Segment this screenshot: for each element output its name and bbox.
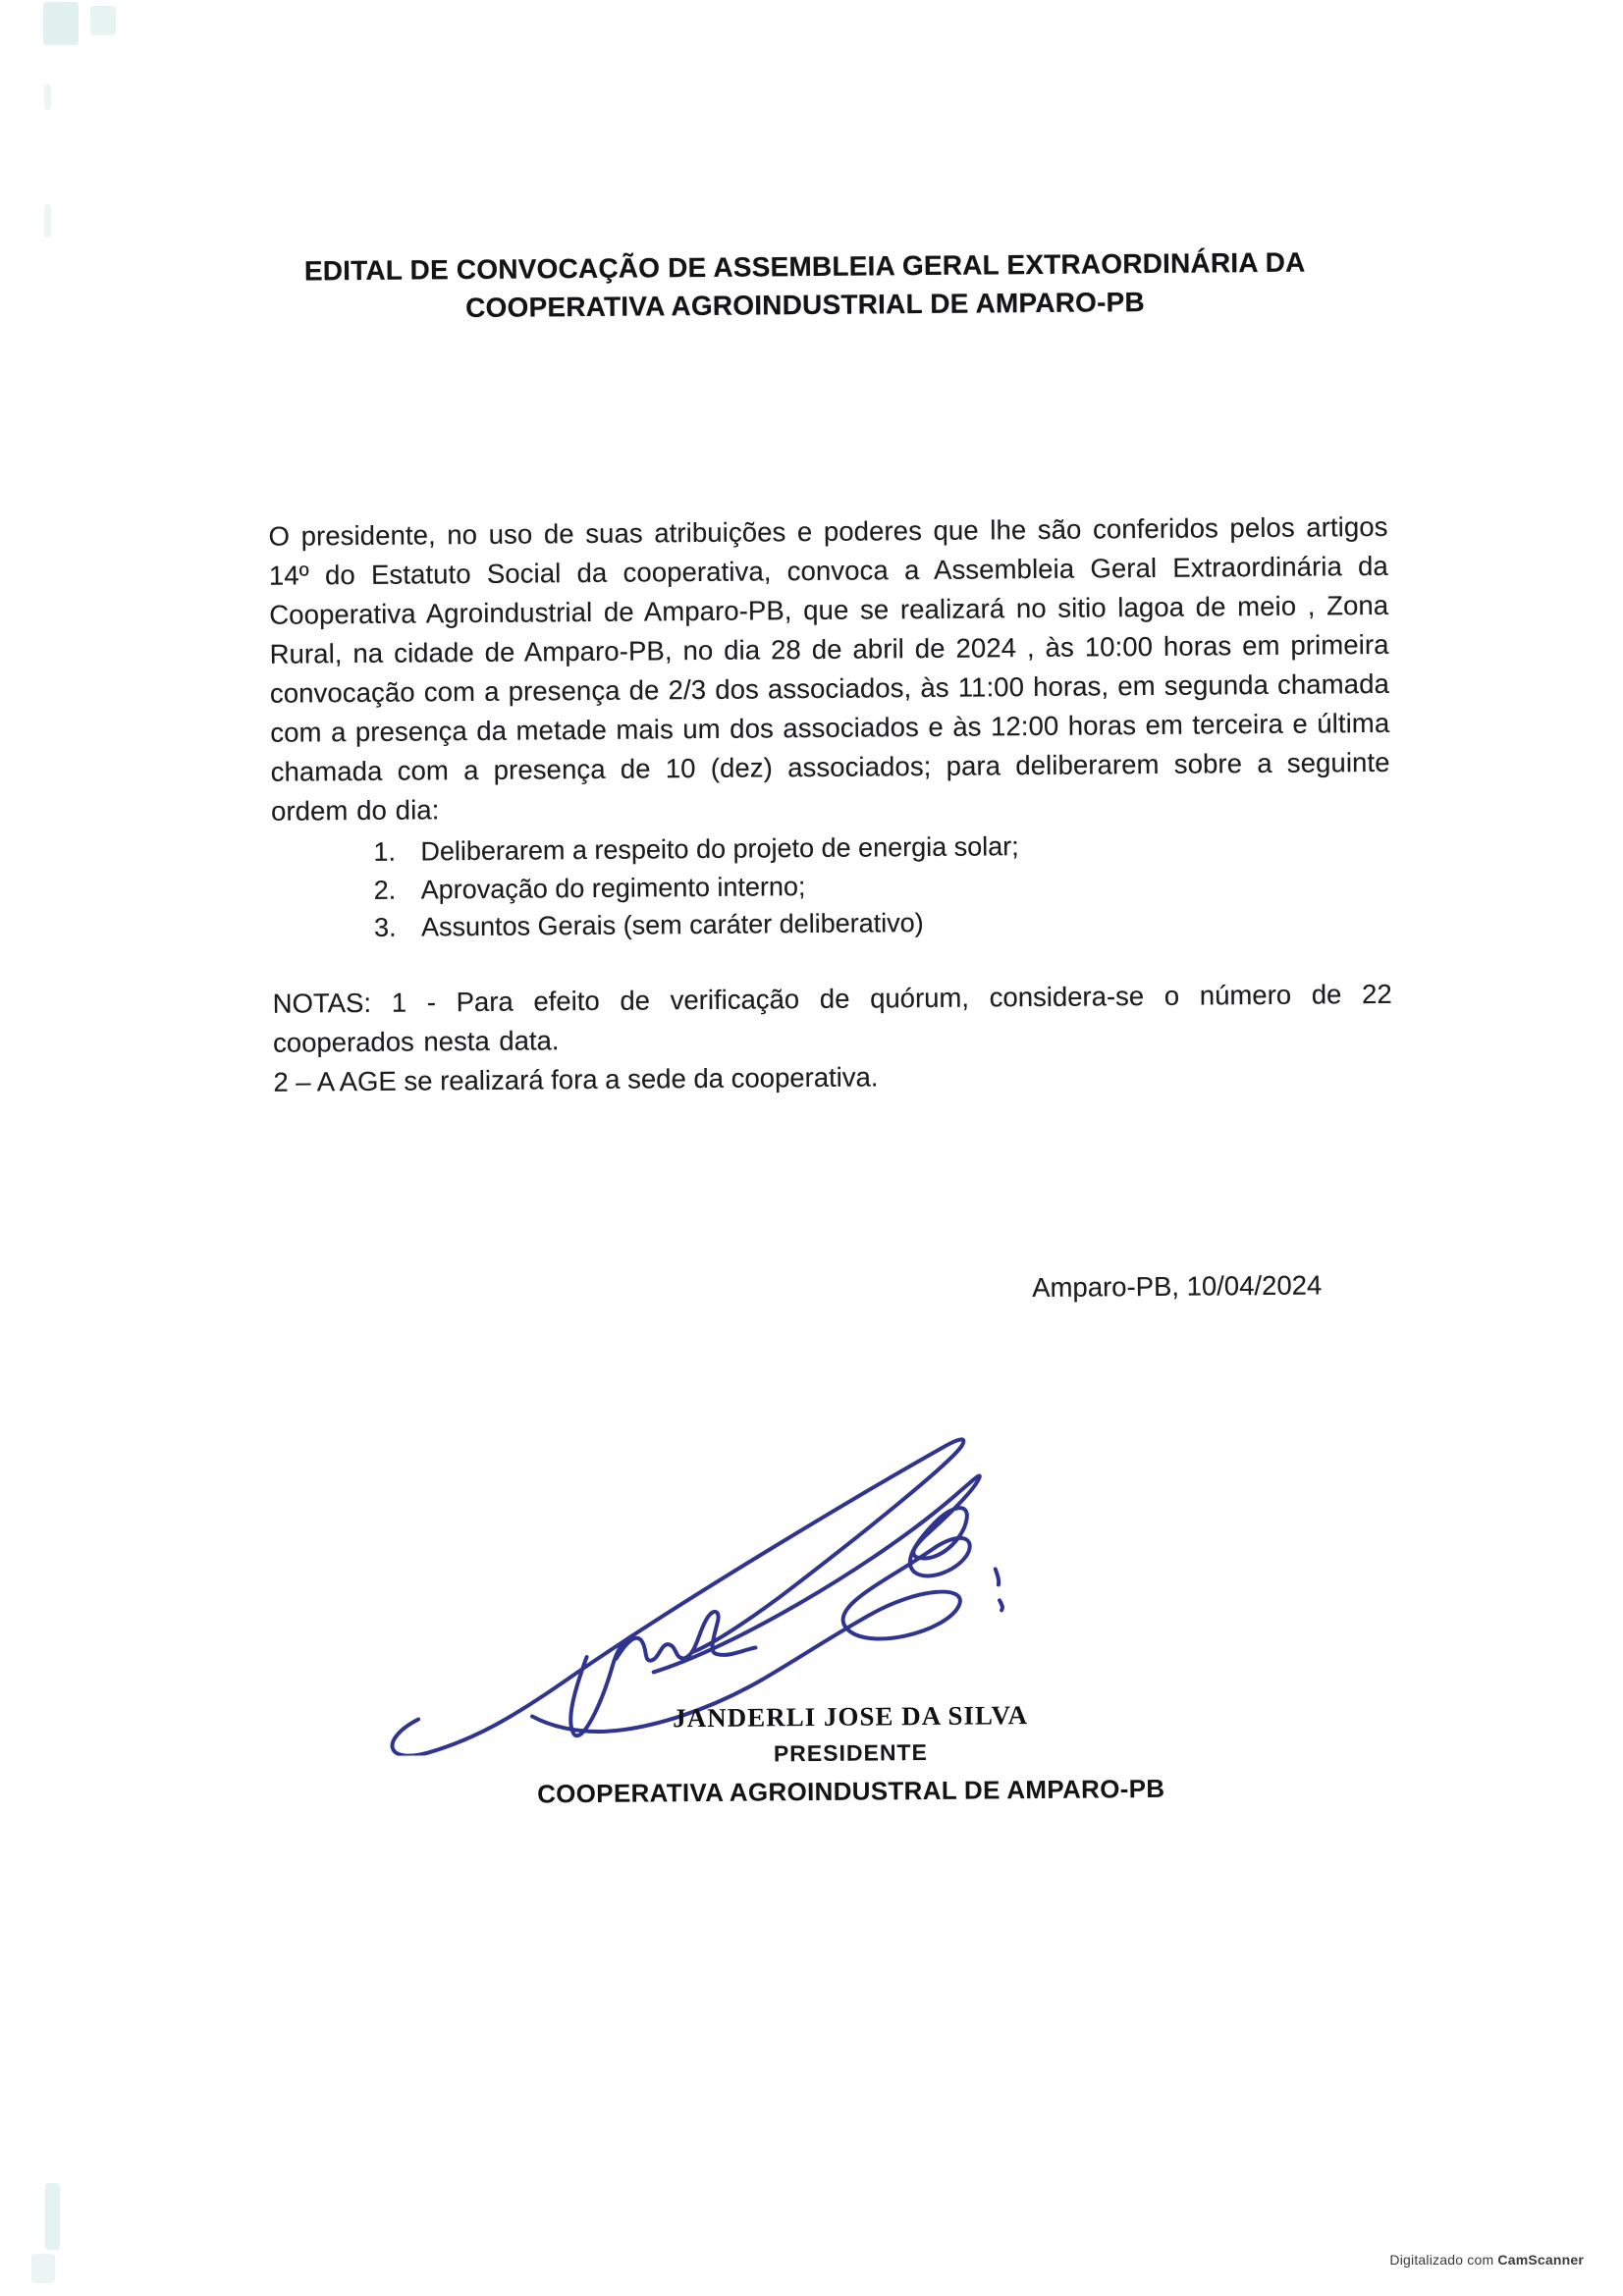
agenda-item-number: 1. <box>373 836 397 867</box>
camscanner-brand: CamScanner <box>1497 2252 1584 2268</box>
agenda-item-text: Aprovação do regimento interno; <box>420 871 806 904</box>
document-title: EDITAL DE CONVOCAÇÃO DE ASSEMBLEIA GERAL EXTRAORDINÁRIA DA COOPERATIVA AGROINDUSTRIAL DE AMPARO-PB <box>303 246 1306 324</box>
agenda-item-text: Deliberarem a respeito do projeto de energia solar; <box>420 831 1019 867</box>
signer-organization: COOPERATIVA AGROINDUSTRAL DE AMPARO-PB <box>536 1773 1165 1809</box>
body-paragraph: O presidente, no uso de suas atribuições e poderes que lhe são conferidos pelos artigos 14º do Estatuto Social da cooperativa, convoca a Assembleia Geral Extraordinária da Cooperativa Agroindustrial de Amparo-PB, que se realizará no sitio lagoa de meio , Zona Rural, na cidade de Amparo-PB, no dia 28 de abril de 2024 , às 10:00 horas em primeira convocação com a presença de 2/3 dos associados, às 11:00 horas, em segunda chamada com a presença da metade mais um dos associados e às 12:00 horas em terceira e última chamada com a presença de 10 (dez) associados; para deliberarem sobre a seguinte ordem do dia: <box>268 510 1390 827</box>
date-line: Amparo-PB, 10/04/2024 <box>1032 1269 1323 1304</box>
notes-line-2: 2 – A AGE se realizará fora a sede da cooperativa. <box>273 1061 879 1097</box>
agenda-item-number: 3. <box>373 912 397 942</box>
agenda-item-number: 2. <box>373 875 397 905</box>
agenda-list <box>373 826 1258 946</box>
camscanner-prefix: Digitalizado com <box>1389 2252 1498 2268</box>
signature-block <box>300 1697 1401 1812</box>
agenda-item-text: Assuntos Gerais (sem caráter deliberativo) <box>420 907 924 942</box>
signer-role: PRESIDENTE <box>773 1738 928 1767</box>
signer-name: JANDERLI JOSE DA SILVA <box>673 1700 1029 1734</box>
agenda-item <box>374 901 1258 946</box>
camscanner-watermark <box>1389 2252 1584 2268</box>
notes-paragraph: NOTAS: 1 - Para efeito de verificação de quórum, considera-se o número de 22 cooperados nesta data. <box>272 978 1392 1058</box>
notes-section <box>273 975 1393 1102</box>
